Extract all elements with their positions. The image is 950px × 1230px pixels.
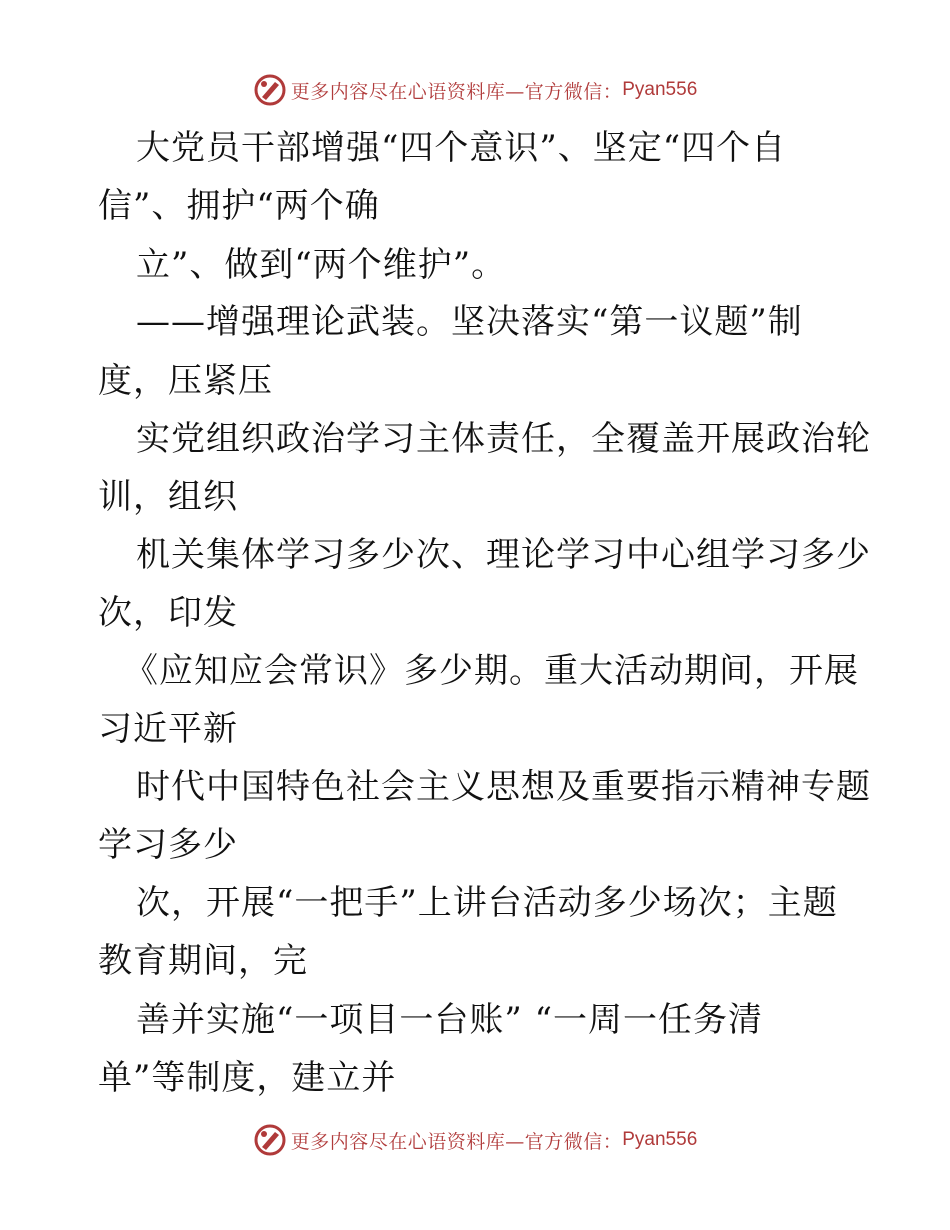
body-line: 机关集体学习多少次、理论学习中心组学习多少 <box>136 535 871 575</box>
header-banner-id: Pyan556 <box>622 79 698 100</box>
body-line: 善并实施“一项目一台账” “一周一任务清 <box>136 1000 763 1040</box>
body-line: 《应知应会常识》多少期。重大活动期间，开展 <box>124 651 859 691</box>
body-line: 训，组织 <box>98 477 238 517</box>
body-line: 学习多少 <box>98 825 238 865</box>
body-line: 习近平新 <box>98 709 238 749</box>
footer-banner-id: Pyan556 <box>622 1129 698 1150</box>
brand-logo-icon <box>253 1123 287 1157</box>
body-line: 度，压紧压 <box>98 361 273 401</box>
body-line: 实党组织政治学习主体责任，全覆盖开展政治轮 <box>136 419 871 459</box>
body-line: 教育期间，完 <box>98 941 308 981</box>
body-line: 次，开展“一把手”上讲台活动多少场次；主题 <box>136 883 838 923</box>
body-line: 立”、做到“两个维护”。 <box>136 245 507 285</box>
body-line: ——增强理论武装。坚决落实“第一议题”制 <box>136 302 803 342</box>
body-line: 大党员干部增强“四个意识”、坚定“四个自 <box>136 128 787 168</box>
body-line: 时代中国特色社会主义思想及重要指示精神专题 <box>136 767 871 807</box>
body-line: 次，印发 <box>98 593 238 633</box>
footer-watermark <box>0 1118 950 1162</box>
footer-banner-text: 更多内容尽在心语资料库—官方微信： <box>290 1130 623 1153</box>
body-line: 单”等制度，建立并 <box>98 1058 397 1098</box>
body-line: 信”、拥护“两个确 <box>98 186 380 226</box>
header-banner-text: 更多内容尽在心语资料库—官方微信： <box>290 80 623 103</box>
